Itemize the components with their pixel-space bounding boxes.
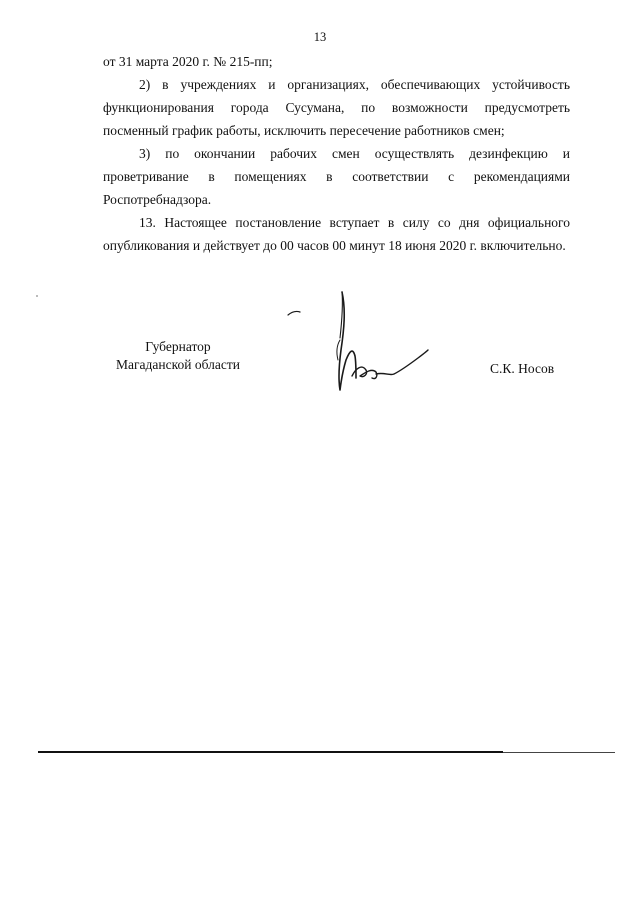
handwritten-signature [280,290,430,400]
paragraph-clause-13: 13. Настоящее постановление вступает в силу со дня официального опубликования и действует до 00 часов 00 минут 18 июня 2020 г. включительно. [103,215,570,253]
footer-rule [38,751,615,754]
paragraph-item-3: 3) по окончании рабочих смен осуществлять дезинфекцию и проветривание в помещениях в соответствии с рекомендациями Роспотребнадзора. [103,146,570,207]
footer-rule-thick [38,751,503,753]
page-number: 13 [313,30,327,44]
paragraph-item-2: 2) в учреждениях и организациях, обеспечивающих устойчивость функционирования города Сусумана, по возможности предусмотреть посменный график работы, исключить пересечение работников смен; [103,77,570,138]
signature-block [0,330,640,410]
footer-rule-thin [503,752,615,753]
signer-name: С.К. Носов [490,361,555,376]
signer-position [103,338,253,374]
signer-position-line2: Магаданской области [116,357,240,372]
signer-position-line1: Губернатор [145,339,211,354]
document-body [103,50,570,257]
paragraph-continuation: от 31 марта 2020 г. № 215-пп; [103,54,273,69]
scan-speck [36,295,38,297]
